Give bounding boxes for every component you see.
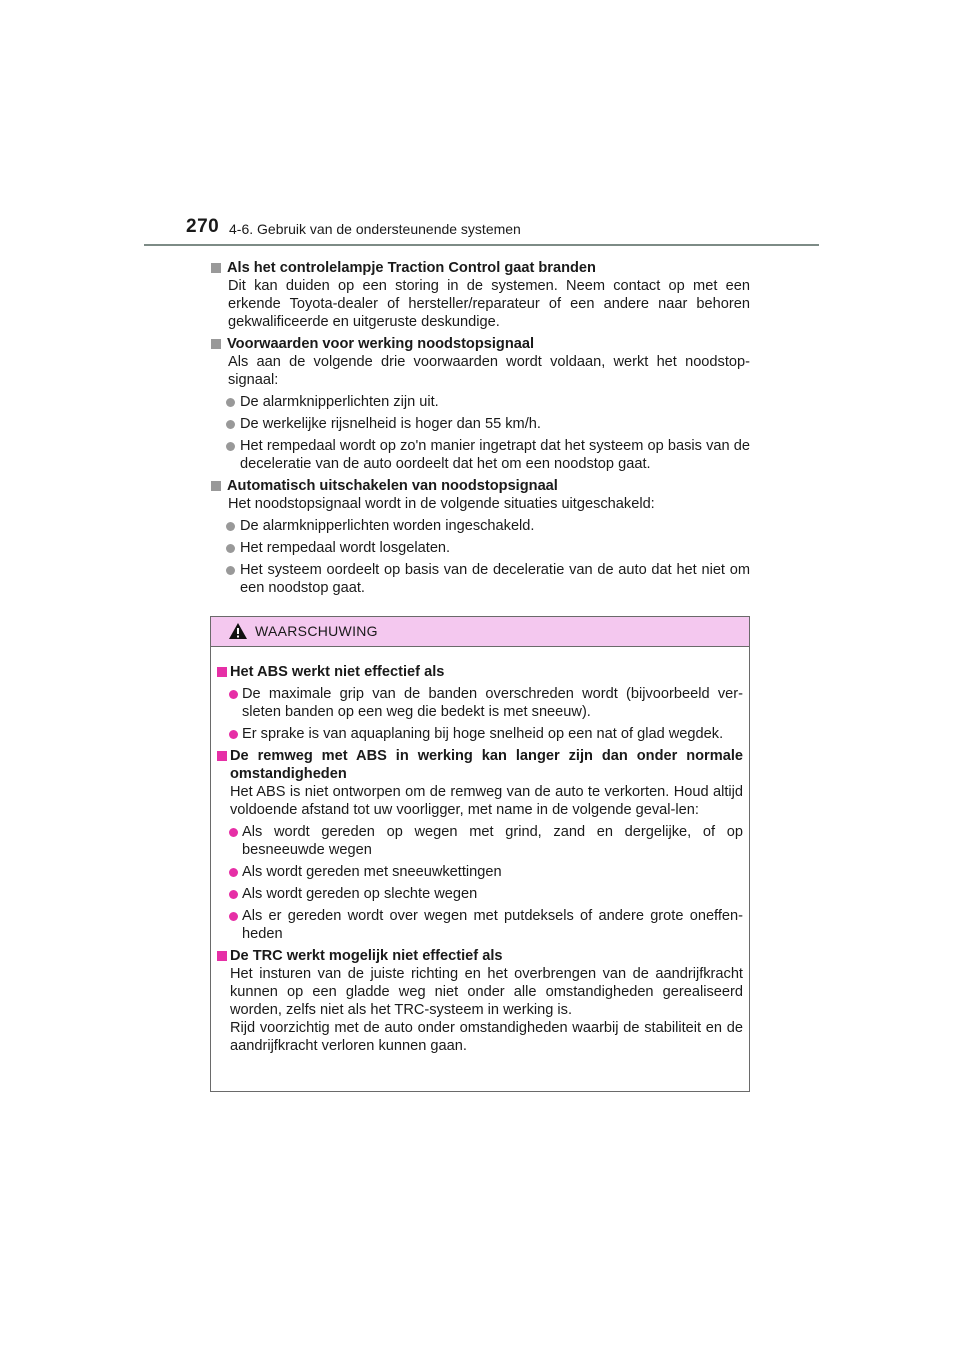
round-bullet-icon — [229, 730, 238, 739]
page-header — [186, 216, 818, 246]
list-item: De maximale grip van de banden overschreden wordt (bijvoorbeeld ver-sleten banden op een weg die bedekt is met sneeuw). — [217, 685, 743, 721]
header-rule — [144, 244, 819, 246]
round-bullet-icon — [229, 868, 238, 877]
round-bullet-icon — [226, 420, 235, 429]
list-item: Het rempedaal wordt losgelaten. — [210, 539, 750, 557]
round-bullet-icon — [226, 544, 235, 553]
list-item: De werkelijke rijsnelheid is hoger dan 55 km/h. — [210, 415, 750, 433]
paragraph: Rijd voorzichtig met de auto onder omstandigheden waarbij de stabiliteit en de aandrijfkracht verloren kunnen gaan. — [230, 1020, 743, 1054]
list-item: Het systeem oordeelt op basis van de deceleratie van de auto dat het niet om een noodstop gaat. — [210, 561, 750, 597]
round-bullet-icon — [226, 522, 235, 531]
paragraph: Dit kan duiden op een storing in de systemen. Neem contact op met een erkende Toyota-dealer of hersteller/reparateur of een andere naar behoren gekwalificeerde en uitgeruste deskundige. — [228, 278, 750, 330]
square-bullet-icon — [211, 263, 221, 273]
list-item: Als er gereden wordt over wegen met putdeksels of andere grote oneffen-heden — [217, 907, 743, 943]
warning-title: WAARSCHUWING — [255, 623, 378, 639]
warning-box — [210, 616, 750, 1092]
square-bullet-icon — [217, 751, 227, 761]
list-item: Er sprake is van aquaplaning bij hoge snelheid op een nat of glad wegdek. — [217, 725, 743, 743]
list-item: Het rempedaal wordt op zo'n manier ingetrapt dat het systeem op basis van de deceleratie van de auto oordeelt dat het om een noodstop gaat. — [210, 437, 750, 473]
round-bullet-icon — [226, 398, 235, 407]
main-content — [210, 255, 750, 597]
list-item: Als wordt gereden met sneeuwkettingen — [217, 863, 743, 881]
warning-triangle-icon — [228, 622, 248, 640]
warning-header — [211, 617, 749, 647]
warning-section-heading: De TRC werkt mogelijk niet effectief als — [217, 947, 743, 965]
page-number: 270 — [186, 216, 220, 237]
square-bullet-icon — [211, 339, 221, 349]
round-bullet-icon — [229, 890, 238, 899]
round-bullet-icon — [226, 442, 235, 451]
warning-section-heading: Het ABS werkt niet effectief als — [217, 663, 743, 681]
round-bullet-icon — [226, 566, 235, 575]
square-bullet-icon — [211, 481, 221, 491]
round-bullet-icon — [229, 690, 238, 699]
list-item: De alarmknipperlichten zijn uit. — [210, 393, 750, 411]
section-heading: Voorwaarden voor werking noodstopsignaal — [210, 335, 750, 353]
paragraph: Als aan de volgende drie voorwaarden wordt voldaan, werkt het noodstop-signaal: — [228, 354, 750, 388]
paragraph: Het noodstopsignaal wordt in de volgende situaties uitgeschakeld: — [228, 496, 655, 512]
round-bullet-icon — [229, 828, 238, 837]
round-bullet-icon — [229, 912, 238, 921]
warning-section-heading: De remweg met ABS in werking kan langer zijn dan onder normale omstandigheden — [217, 747, 743, 783]
paragraph: Het insturen van de juiste richting en het overbrengen van de aandrijfkracht kunnen op een gladde weg niet onder alle omstandigheden gerealiseerd worden, zelfs niet als het TRC-systeem in werking is. — [230, 966, 743, 1018]
warning-body — [211, 647, 749, 1055]
section-heading: Automatisch uitschakelen van noodstopsignaal — [210, 477, 750, 495]
list-item: De alarmknipperlichten worden ingeschakeld. — [210, 517, 750, 535]
chapter-title: 4-6. Gebruik van de ondersteunende systemen — [229, 221, 521, 237]
square-bullet-icon — [217, 951, 227, 961]
paragraph: Het ABS is niet ontworpen om de remweg van de auto te verkorten. Houd altijd voldoende afstand tot uw voorligger, met name in de volgende geval-len: — [230, 784, 743, 818]
square-bullet-icon — [217, 667, 227, 677]
list-item: Als wordt gereden op wegen met grind, zand en dergelijke, of op besneeuwde wegen — [217, 823, 743, 859]
list-item: Als wordt gereden op slechte wegen — [217, 885, 743, 903]
section-heading: Als het controlelampje Traction Control gaat branden — [210, 259, 750, 277]
